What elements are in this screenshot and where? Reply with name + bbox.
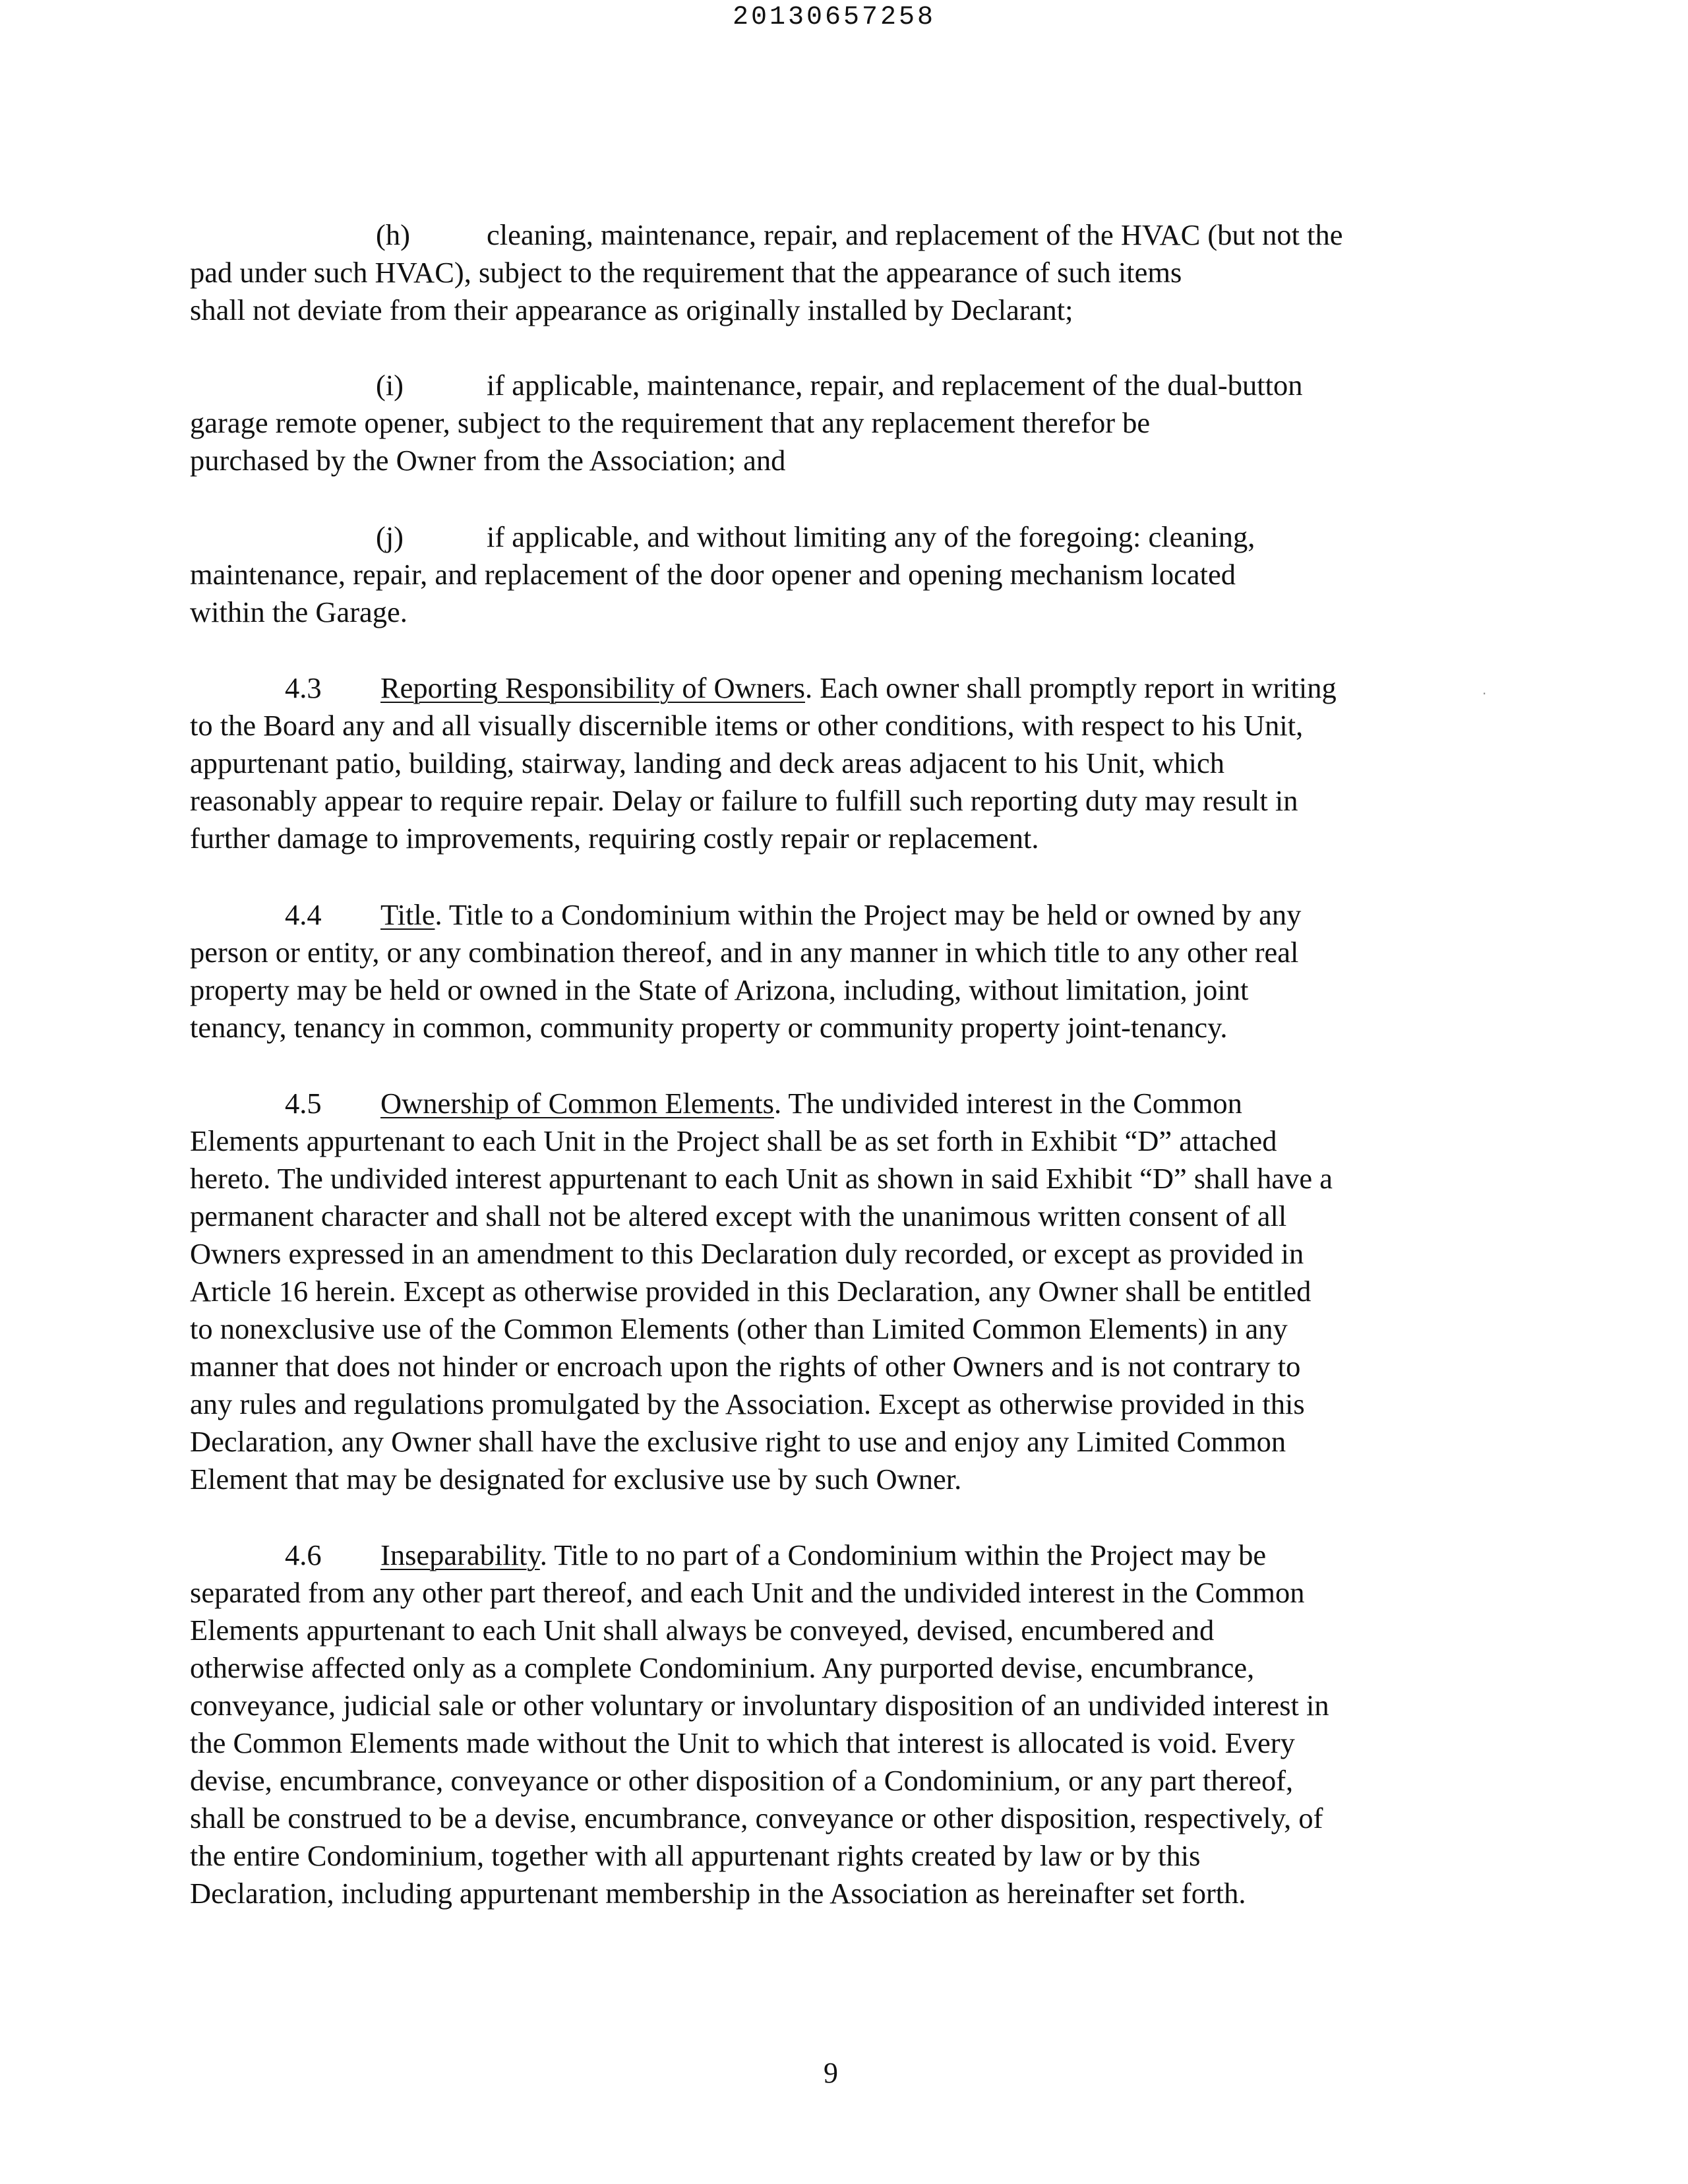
section-4-3 [190,669,1509,857]
page-number: 9 [824,2057,838,2089]
paragraph-line: . Title to a Condominium within the Project may be held or owned by any [435,898,1302,931]
subparagraph-h [190,216,1509,329]
paragraph-line: to nonexclusive use of the Common Elements (other than Limited Common Elements) in any [190,1312,1288,1345]
recording-number: 20130657258 [732,3,936,32]
paragraph-line: if applicable, and without limiting any of the foregoing: cleaning, [487,520,1255,553]
paragraph-line: otherwise affected only as a complete Condominium. Any purported devise, encumbrance, [190,1651,1255,1684]
paragraph-line: if applicable, maintenance, repair, and replacement of the dual-button [487,369,1303,402]
section-number: 4.4 [285,898,322,931]
section-4-5 [190,1085,1509,1498]
paragraph-line: permanent character and shall not be altered except with the unanimous written consent of all [190,1199,1287,1232]
paragraph-line: Declaration, including appurtenant membership in the Association as hereinafter set forth. [190,1877,1246,1910]
section-heading: Ownership of Common Elements [380,1087,774,1120]
section-heading: Title [380,898,435,931]
paragraph-line: the entire Condominium, together with all appurtenant rights created by law or by this [190,1839,1201,1872]
paragraph-line: Owners expressed in an amendment to this Declaration duly recorded, or except as provided in [190,1237,1304,1270]
section-number: 4.3 [285,671,322,704]
paragraph-line: pad under such HVAC), subject to the requirement that the appearance of such items [190,256,1182,289]
subparagraph-label: (j) [376,520,404,553]
paragraph-line: Element that may be designated for exclusive use by such Owner. [190,1463,962,1496]
paragraph-line: cleaning, maintenance, repair, and replacement of the HVAC (but not the [487,218,1343,251]
paragraph-line: Declaration, any Owner shall have the exclusive right to use and enjoy any Limited Common [190,1425,1286,1458]
paragraph-line: . The undivided interest in the Common [773,1087,1242,1120]
scan-speck: · [1482,686,1487,702]
paragraph-line: Elements appurtenant to each Unit in the Project shall be as set forth in Exhibit “D” attached [190,1124,1277,1157]
paragraph-line: garage remote opener, subject to the requirement that any replacement therefor be [190,406,1151,439]
paragraph-line: devise, encumbrance, conveyance or other disposition of a Condominium, or any part thereof, [190,1764,1294,1797]
paragraph-line: any rules and regulations promulgated by the Association. Except as otherwise provided in this [190,1387,1305,1420]
section-4-4 [190,896,1509,1046]
section-number: 4.6 [285,1538,322,1571]
section-4-6 [190,1536,1509,1912]
paragraph-line: conveyance, judicial sale or other voluntary or involuntary disposition of an undivided interest in [190,1689,1329,1722]
paragraph-line: hereto. The undivided interest appurtenant to each Unit as shown in said Exhibit “D” shall have a [190,1162,1333,1195]
subparagraph-i [190,367,1509,479]
paragraph-line: purchased by the Owner from the Association; and [190,444,786,477]
paragraph-line: person or entity, or any combination thereof, and in any manner in which title to any other real [190,936,1299,969]
paragraph-line: . Title to no part of a Condominium within the Project may be [539,1538,1267,1571]
subparagraph-label: (i) [376,369,404,402]
paragraph-line: maintenance, repair, and replacement of the door opener and opening mechanism located [190,558,1236,591]
paragraph-line: separated from any other part thereof, and each Unit and the undivided interest in the Common [190,1576,1305,1609]
subparagraph-j [190,518,1509,631]
paragraph-line: tenancy, tenancy in common, community property or community property joint-tenancy. [190,1011,1228,1044]
paragraph-line: . Each owner shall promptly report in writing [804,671,1337,704]
paragraph-line: appurtenant patio, building, stairway, landing and deck areas adjacent to his Unit, which [190,746,1224,779]
paragraph-line: Article 16 herein. Except as otherwise provided in this Declaration, any Owner shall be entitled [190,1275,1311,1308]
paragraph-line: to the Board any and all visually discernible items or other conditions, with respect to his Unit, [190,709,1304,742]
paragraph-line: shall not deviate from their appearance as originally installed by Declarant; [190,293,1073,326]
paragraph-line: Elements appurtenant to each Unit shall always be conveyed, devised, encumbered and [190,1614,1215,1647]
paragraph-line: the Common Elements made without the Unit to which that interest is allocated is void. Every [190,1726,1295,1759]
subparagraph-label: (h) [376,218,410,251]
paragraph-line: property may be held or owned in the State of Arizona, including, without limitation, joint [190,973,1249,1006]
paragraph-line: further damage to improvements, requiring costly repair or replacement. [190,822,1039,855]
section-number: 4.5 [285,1087,322,1120]
paragraph-line: manner that does not hinder or encroach upon the rights of other Owners and is not contrary to [190,1350,1301,1383]
section-heading: Inseparability [380,1538,540,1571]
paragraph-line: reasonably appear to require repair. Delay or failure to fulfill such reporting duty may result in [190,784,1298,817]
section-heading: Reporting Responsibility of Owners [380,671,805,704]
paragraph-line: shall be construed to be a devise, encumbrance, conveyance or other disposition, respectively, of [190,1802,1323,1835]
paragraph-line: within the Garage. [190,595,407,628]
